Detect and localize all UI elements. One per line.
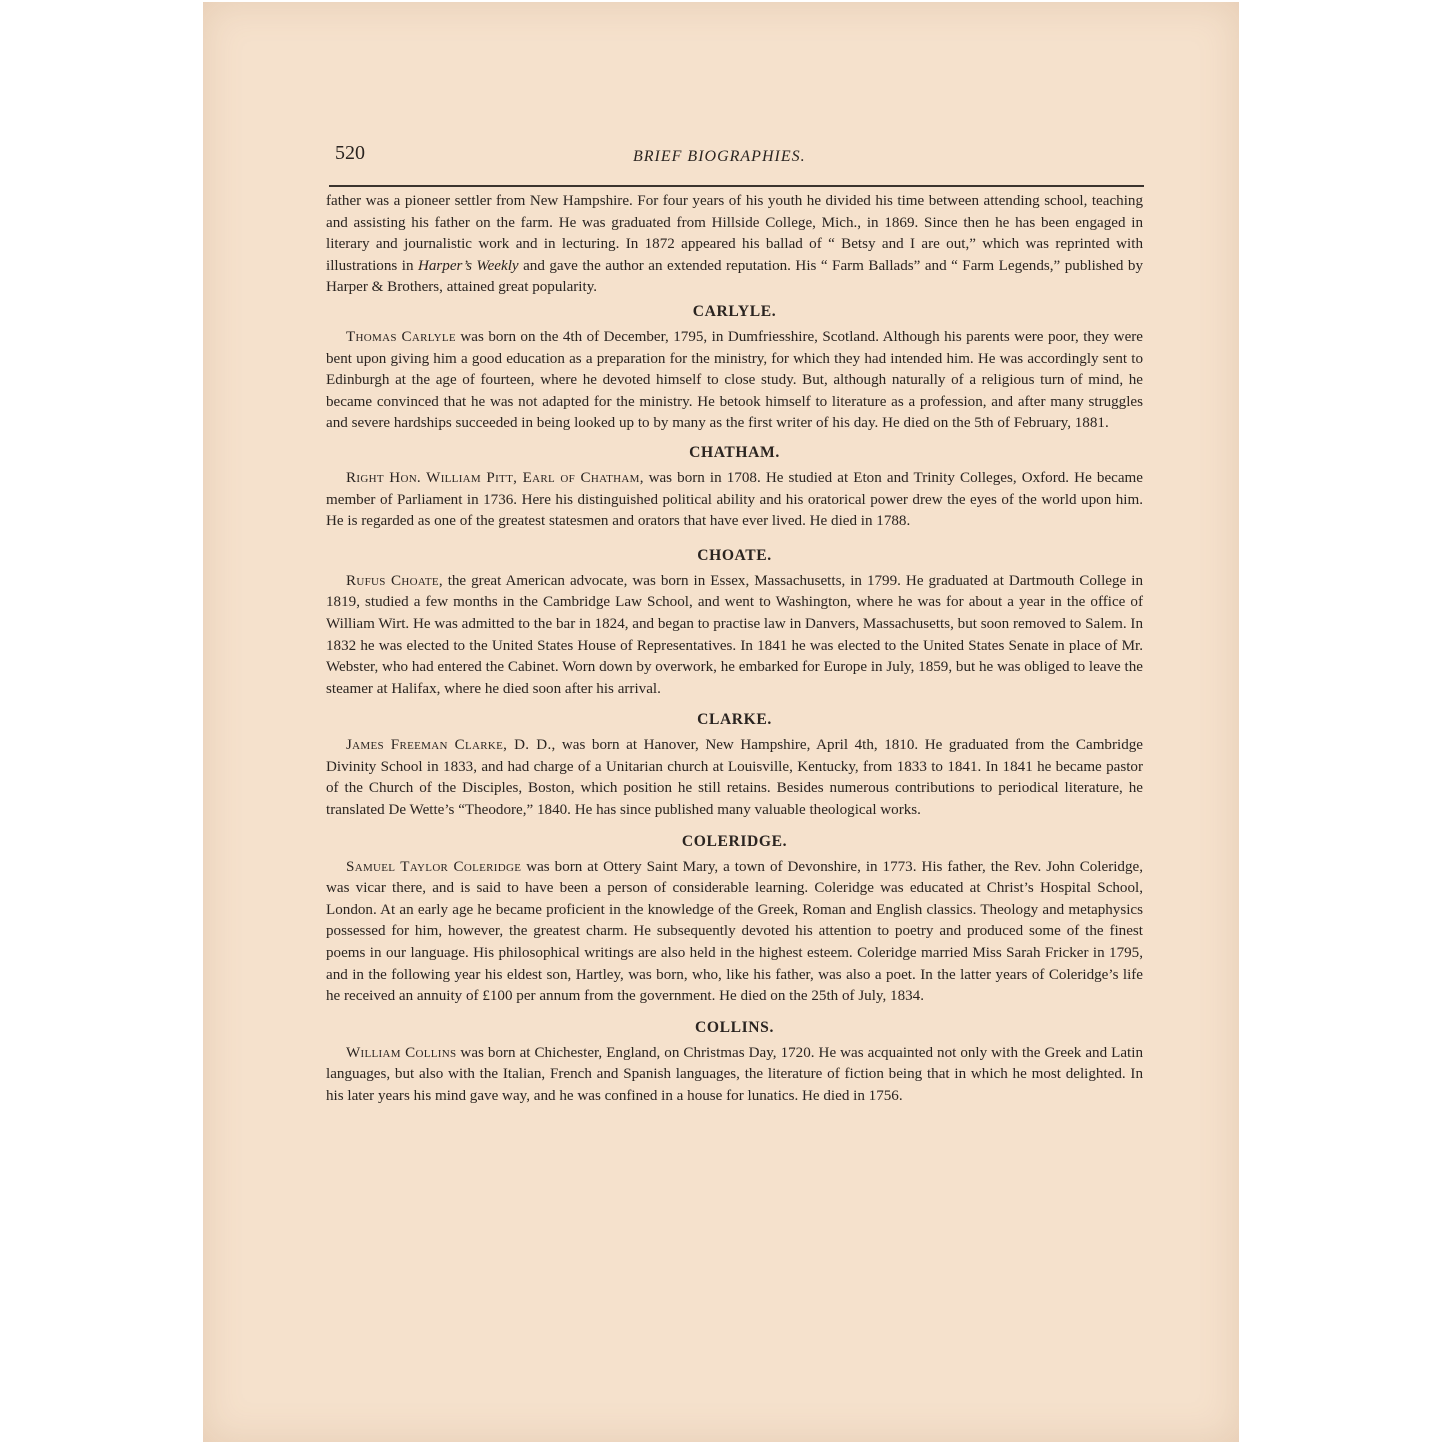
continued-text-2: and gave the author an extended reputation. His “ Farm Ballads” and “ Farm Legends,” published by Harper & Brothers, attained great popularity.: [326, 257, 1144, 296]
heading-chatham: CHATHAM.: [689, 443, 780, 461]
entry-text: was born on the 4th of December, 1795, in Dumfriesshire, Scotland. Although his parents were poor, they were bent upon giving him a good education as a preparation for the ministry, for which they had intended him. He was accordingly sent to Edinburgh at the age of fourteen, where he devoted himself to close study. But, although naturally of a religious turn of mind, he became convinced that he was not adapted for the ministry. He betook himself to literature as a profession, and after many struggles and severe hardships succeeded in being looked up to by many as the first writer of his day. He died on the 5th of February, 1881.: [326, 328, 1143, 432]
entry-clarke: [326, 735, 1143, 821]
page-body: [326, 191, 1143, 1108]
subject-name: James Freeman Clarke, D. D.: [346, 737, 552, 754]
entry-choate: [326, 571, 1143, 701]
running-head: [333, 140, 1143, 172]
entry-text: , was born in 1708. He studied at Eton and Trinity Colleges, Oxford. He became member of Parliament in 1736. Here his distinguished political ability and his oratorical power drew the eyes of the world upon him. He is regarded as one of the greatest statesmen and orators that have ever lived. He died in 1788.: [326, 469, 1143, 530]
subject-name: William Collins: [346, 1044, 457, 1061]
continued-entry: [326, 191, 1143, 299]
heading-coleridge: COLERIDGE.: [681, 832, 788, 850]
entry-text: was born at Ottery Saint Mary, a town of Devonshire, in 1773. His father, the Rev. John Coleridge, was vicar there, and is said to have been a person of considerable learning. Coleridge was educated at Christ’s Hospital School, London. At an early age he became proficient in the knowledge of the Greek, Roman and English classics. Theology and metaphysics possessed for him, however, the greatest charm. He subsequently devoted his attention to poetry and produced some of the finest poems in our language. His philosophical writings are also held in the highest esteem. Coleridge married Miss Sarah Fricker in 1795, and in the following year his eldest son, Hartley, was born, who, like his father, was also a poet. In the latter years of Coleridge’s life he received an annuity of £100 per annum from the government. He died on the 25th of July, 1834.: [326, 858, 1143, 1005]
book-page: [203, 2, 1239, 1442]
entry-text: was born at Chichester, England, on Christmas Day, 1720. He was acquainted not only with the Greek and Latin languages, but also with the Italian, French and Spanish languages, the literature of fiction being that in which he most delighted. In his later years his mind gave way, and he was confined in a house for lunatics. He died in 1756.: [326, 1044, 1143, 1104]
entry-coleridge: [326, 857, 1143, 1008]
entry-collins: [326, 1043, 1143, 1108]
subject-name: Rufus Choate: [346, 572, 439, 589]
continued-text-1: father was a pioneer settler from New Hampshire. For four years of his youth he divided his time between attending school, teaching and assisting his father on the farm. He was graduated from Hillside College, Mich., in 1869. Since then he has been engaged in literary and journalistic work and in lecturing. In 1872 appeared his ballad of “ Betsy and I are out,” which was reprinted with illustrations in: [326, 193, 1143, 274]
entry-chatham: [326, 468, 1143, 533]
entry-carlyle: [326, 327, 1143, 435]
running-title: BRIEF BIOGRAPHIES.: [633, 148, 806, 165]
heading-collins: COLLINS.: [695, 1018, 774, 1036]
heading-choate: CHOATE.: [697, 546, 772, 564]
entry-text: , was born at Hanover, New Hampshire, April 4th, 1810. He graduated from the Cambridge Divinity School in 1833, and had charge of a Unitarian church at Louisville, Kentucky, from 1833 to 1841. In 1841 he became pastor of the Church of the Disciples, Boston, which position he still retains. Besides numerous contributions to periodical literature, he translated De Wette’s “Theodore,” 1840. He has since published many valuable theological works.: [326, 737, 1143, 819]
entry-text: , the great American advocate, was born in Essex, Massachusetts, in 1799. He graduated at Dartmouth College in 1819, studied a few months in the Cambridge Law School, and went to Washington, where he was for about a year in the office of William Wirt. He was admitted to the bar in 1824, and began to practise law in Danvers, Massachusetts, but soon removed to Salem. In 1832 he was elected to the United States House of Representatives. In 1841 he was elected to the United States Senate in place of Mr. Webster, who had entered the Cabinet. Worn down by overwork, he embarked for Europe in July, 1859, but he was obliged to leave the steamer at Halifax, where he died soon after his arrival.: [326, 572, 1143, 697]
heading-clarke: CLARKE.: [697, 711, 772, 729]
subject-name: Thomas Carlyle: [346, 328, 456, 345]
header-rule: [329, 185, 1144, 187]
italic-title: Harper’s Weekly: [417, 257, 519, 274]
heading-carlyle: CARLYLE.: [692, 302, 777, 320]
page-number: 520: [335, 142, 365, 164]
subject-name: Right Hon. William Pitt, Earl of Chatham: [346, 469, 640, 486]
subject-name: Samuel Taylor Coleridge: [346, 858, 522, 875]
